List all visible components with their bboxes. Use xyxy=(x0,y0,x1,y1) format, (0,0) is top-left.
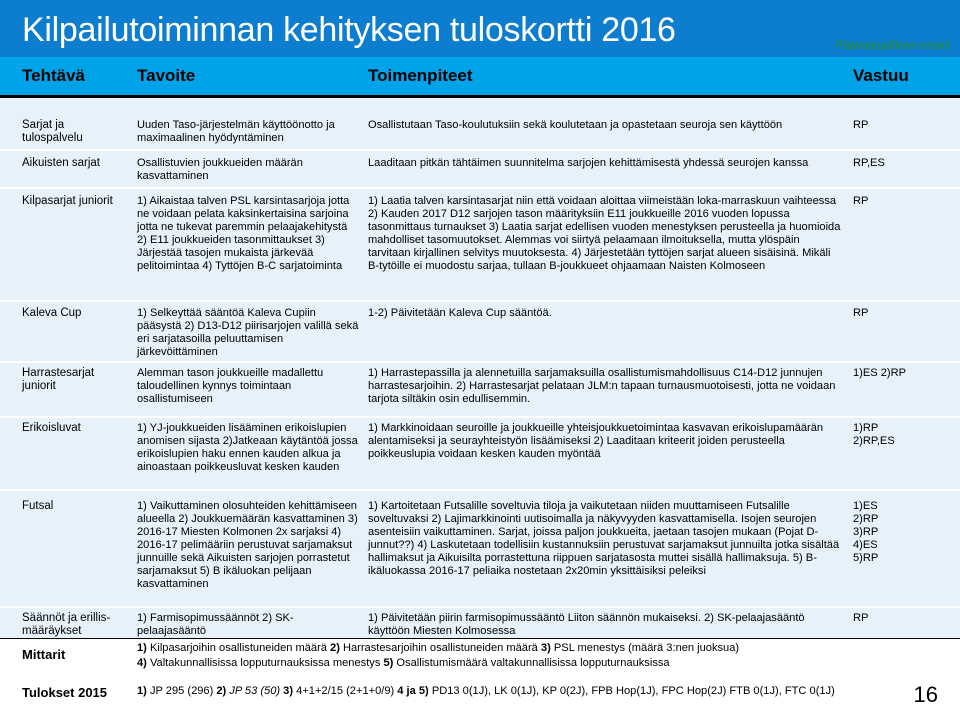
row-owner: 1)RP 2)RP,ES xyxy=(853,422,895,447)
header-goal: Tavoite xyxy=(137,66,196,85)
segment-text: Kilpasarjoihin osallistuneiden määrä xyxy=(146,642,331,654)
results-label: Tulokset 2015 xyxy=(22,685,108,700)
row-separator xyxy=(0,149,960,151)
segment-number: 2) xyxy=(216,685,227,697)
row-actions: 1) Markkinoidaan seuroille ja joukkueille yhteisjoukkuetoimintaa kasvavan erikoislupamäärän alentamiseksi ja seurayhteistyön lisäämiseksi 2) Laaditaan kriteerit joiden perusteella poikkeuslupia voidaan kesken kauden myöntää xyxy=(368,422,824,460)
segment-number: 1) xyxy=(137,642,147,654)
row-actions: 1) Päivitetään piirin farmisopimussääntö Liiton säännön mukaiseksi. 2) SK-pelaajasääntö käyttöön Miesten Kolmosessa xyxy=(368,612,805,637)
row-task: Harrastesarjat juniorit xyxy=(22,367,95,392)
row-goal: 1) Selkeyttää sääntöä Kaleva Cupiin pääsystä 2) D13-D12 piirisarjojen valillä sekä eri sarjatasoilla peluuttamisen järkevöittäminen xyxy=(137,307,359,358)
row-actions: Osallistutaan Taso-koulutuksiin sekä koulutetaan ja opastetaan seuroja sen käyttöön xyxy=(368,119,783,131)
row-goal: 1) Vaikuttaminen olosuhteiden kehittämiseen alueella 2) Joukkuemäärän kasvattaminen 3) 2016-17 Miesten Kolmonen 2x sarjaksi 4) 2016-17 pelimääriin perustuvat sarjamaksut junnuille sekä Aikuisten sarjojen porrastetut sarjamaksut 5) B ikäluokan pelijaan kasvattaminen xyxy=(137,500,358,590)
row-owner: 1)ES 2)RP xyxy=(853,367,907,379)
segment-text: 4+1+2/15 (2+1+0/9) xyxy=(293,685,398,697)
row-separator xyxy=(0,187,960,189)
segment-number: 1) xyxy=(137,685,147,697)
row-task: Aikuisten sarjat xyxy=(22,157,100,169)
metrics-line-1 xyxy=(137,641,857,655)
row-goal: Alemman tason joukkueille madallettu taloudellinen kynnys toimintaan osallistumiseen xyxy=(137,367,324,405)
row-actions: 1) Kartoitetaan Futsalille soveltuvia tiloja ja vaikutetaan niiden muuttamiseen Futsalille soveltuvaksi 2) Lajimarkkinointi uutisoimalla ja näkyvyyden kasvattamisella. Isojen seurojen asenteisiin vaikuttaminen. Sarjat, joissa paljon joukkueita, jaetaan tasojen mukaan (Pojat D-junnut??) 4) Laskutetaan todellisiin kustannuksiin perustuvat sarjamaksut junnuilta jotka sisältää hallimaksut ja Aikuisilta porrastettuna riippuen sarjatasosta muttei sisällä hallimaksuja. 5) B-ikäluokassa 2016-17 peliaika nostetaan 2x20min yksittäisiksi peleiksi xyxy=(368,500,840,577)
row-goal: 1) Farmisopimussäännöt 2) SK-pelaajasääntö xyxy=(137,612,294,637)
metrics-line-2 xyxy=(137,656,857,670)
segment-number: 5) xyxy=(383,657,394,669)
row-task: Erikoisluvat xyxy=(22,422,81,434)
row-task: Sarjat ja tulospalvelu xyxy=(22,119,83,144)
row-goal: 1) Aikaistaa talven PSL karsintasarjoja jotta ne voidaan pelata kaksinkertaisina sarjoina jotta ne tukevat paremmin pelaajakehitystä 2) E11 joukkueiden tasonmittaukset 3) Järjestää tasojen mukaista järkevää pelitoimintaa 4) Tyttöjen B-C sarjatoiminta xyxy=(137,195,350,272)
table-bottom-line xyxy=(0,638,960,639)
row-goal: Osallistuvien joukkueiden määrän kasvattaminen xyxy=(137,157,303,182)
segment-text: Valtakunnallisissa lopputurnauksissa menestys xyxy=(146,657,384,669)
responsible-note: Päävastuullinen ensin! xyxy=(835,40,951,52)
header-task: Tehtävä xyxy=(22,66,85,85)
row-owner: RP,ES xyxy=(853,157,885,169)
row-separator xyxy=(0,416,960,418)
row-actions: 1-2) Päivitetään Kaleva Cup sääntöä. xyxy=(368,307,552,319)
row-owner: RP xyxy=(853,119,869,131)
row-owner: RP xyxy=(853,195,869,207)
row-task: Säännöt ja erillis-määräykset xyxy=(22,612,111,637)
segment-text: PD13 0(1J), LK 0(1J), KP 0(2J), FPB Hop(1J), FPC Hop(2J) FTB 0(1J), FTC 0(1J) xyxy=(428,685,835,697)
row-separator xyxy=(0,489,960,491)
header-actions: Toimenpiteet xyxy=(368,66,473,85)
page-number: 16 xyxy=(913,682,938,707)
segment-number: 4) xyxy=(137,657,147,669)
row-task: Kaleva Cup xyxy=(22,307,82,319)
row-owner: RP xyxy=(853,307,869,319)
row-goal: 1) YJ-joukkueiden lisääminen erikoislupien anomisen sijasta 2)Jatkeaan käytäntöä jossa erikoislupien haku ennen kauden alkua ja ainoastaan poikkeusluvat kesken kauden xyxy=(137,422,358,473)
row-separator xyxy=(0,606,960,608)
row-goal: Uuden Taso-järjestelmän käyttöönotto ja maximaalinen hyödyntäminen xyxy=(137,119,335,144)
results-line xyxy=(137,684,857,698)
segment-text: Osallistumismäärä valtakunnallisissa lopputurnauksissa xyxy=(393,657,670,669)
row-owner: 1)ES 2)RP 3)RP 4)ES 5)RP xyxy=(853,500,879,564)
segment-text: Harrastesarjoihin osallistuneiden määrä xyxy=(339,642,541,654)
segment-number: 2) xyxy=(330,642,340,654)
segment-number: 3) xyxy=(283,685,294,697)
row-task: Kilpasarjat juniorit xyxy=(22,195,113,207)
row-separator xyxy=(0,300,960,302)
row-actions: 1) Harrastepassilla ja alennetuilla sarjamaksuilla osallistumismahdollisuus C14-D12 junnujen harrastesarjoihin. 2) Harrastesarjat pelataan JLM:n tapaan turnausmuotoisesti, jotta ne voidaan tarjota siltäkin osin edullisemmin. xyxy=(368,367,836,405)
row-owner: RP xyxy=(853,612,869,624)
header-owner: Vastuu xyxy=(853,66,909,85)
row-actions: 1) Laatia talven karsintasarjat niin että voidaan aloittaa viimeistään loka-marraskuun vaihteessa 2) Kauden 2017 D12 sarjojen tason määrityksiin E11 joukkueille 2016 vuoden lopussa tasonmittaus turnaukset 3) Laatia sarjat edellisen vuoden menestyksen perusteella ja huomioida mahdolliset tasomuutokset. Alemmas voi siirtyä pelaamaan ilmoituksella, mutta ylöspäin tarvitaan kirjallinen selvitys muutoksesta. 4) Järjestetään tyttöjen sarjat alueen sisäisinä. Mikäli B-tytöille ei muodostu sarjaa, tullaan B-joukkueet ohjaamaan Naisten Kolmoseen xyxy=(368,195,841,272)
segment-text: JP 295 (296) xyxy=(146,685,217,697)
segment-number: 4 ja 5) xyxy=(397,685,429,697)
row-separator xyxy=(0,361,960,363)
row-task: Futsal xyxy=(22,500,54,512)
metrics-label: Mittarit xyxy=(22,647,66,662)
segment-number: 3) xyxy=(540,642,551,654)
segment-text: JP 53 (50) xyxy=(226,685,284,697)
page-title: Kilpailutoiminnan kehityksen tuloskortti 2016 xyxy=(22,11,676,49)
row-actions: Laaditaan pitkän tähtäimen suunnitelma sarjojen kehittämisestä yhdessä seurojen kanssa xyxy=(368,157,809,169)
segment-text: PSL menestys (määrä 3:nen juoksua) xyxy=(550,642,740,654)
